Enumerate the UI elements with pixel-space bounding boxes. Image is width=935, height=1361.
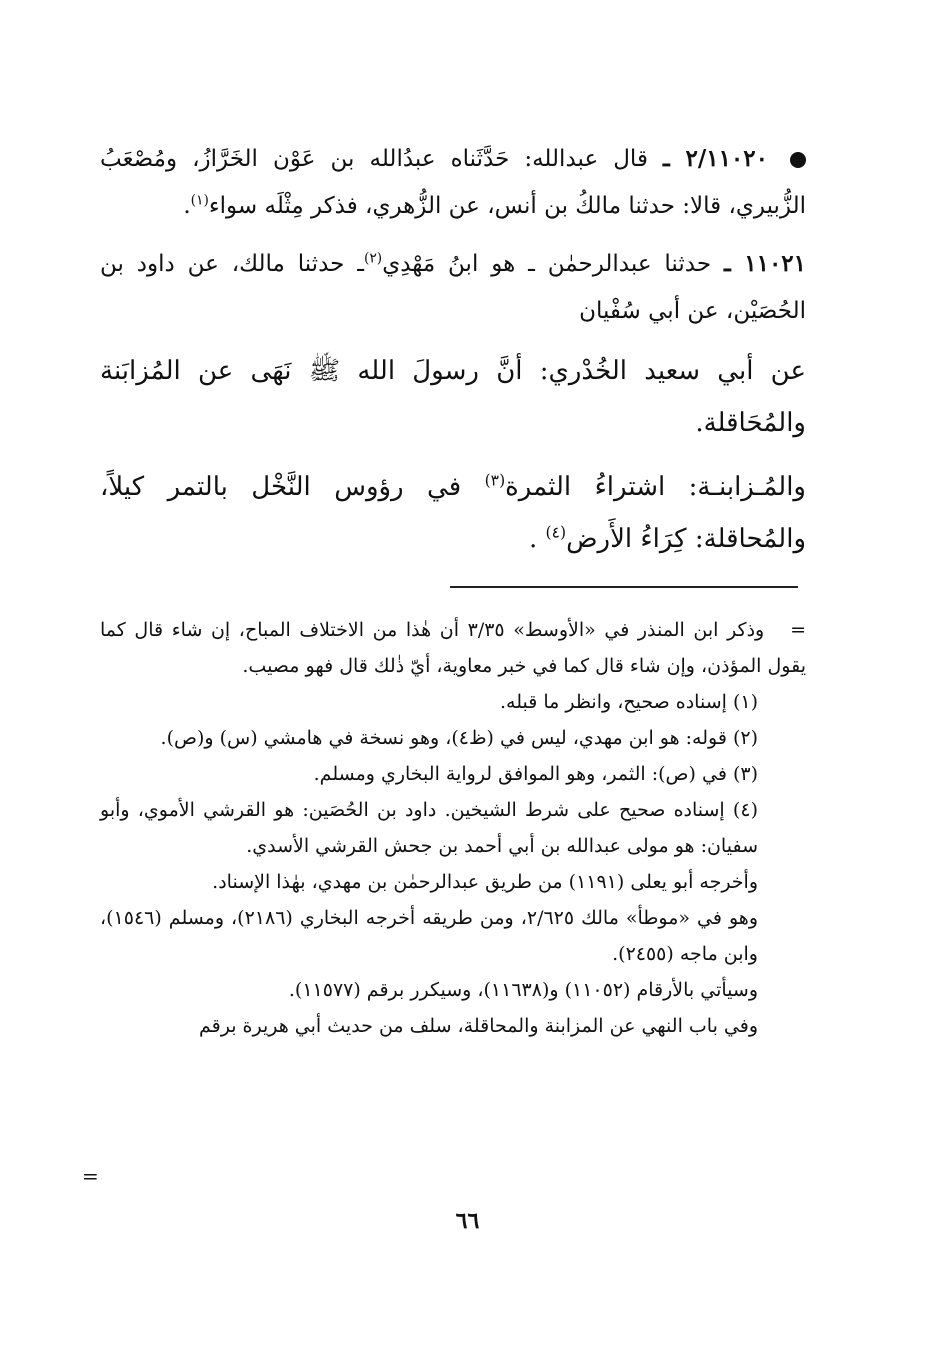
explanation-a: والمُـزابنـة: اشتراءُ الثمرة	[505, 472, 806, 502]
hadith-text: قال عبدالله: حَدَّثَناه عبدُالله بن عَوْن الخَرَّازُ، ومُصْعَبُ الزُّبيري، قالا: حدثنا مالكُ بن أنس، عن الزُّهري، فذكر مِثْلَه سواء	[100, 146, 806, 219]
continuation-mark: =	[82, 1164, 99, 1188]
footnote-2: (٢) قوله: هو ابن مهدي، ليس في (ظ٤)، وهو نسخة في هامشي (س) و(ص).	[160, 727, 758, 749]
footnote-4-d: وسيأتي بالأرقام (١١٠٥٢) و(١١٦٣٨)، وسيكرر برقم (١١٥٧٧).	[288, 979, 758, 1001]
hadith-number: ٢/١١٠٢٠ ـ	[662, 145, 768, 172]
footnote-ref: (٢)	[363, 250, 383, 267]
hadith-chain-b: ـ حدثنا مالك، عن داود بن الحُصَيْن، عن أبي سُفْيان	[100, 251, 806, 324]
continuation-mark: =	[790, 619, 807, 641]
footnote-divider	[450, 586, 798, 588]
hadith-matn: عن أبي سعيد الخُدْري: أنَّ رسولَ الله ﷺ نَهَى عن المُزابَنة والمُحَاقلة.	[100, 356, 806, 438]
hadith-explanation	[100, 461, 806, 565]
footnote-3: (٣) في (ص): الثمر، وهو الموافق لرواية البخاري ومسلم.	[313, 763, 758, 785]
footnote-ref: (١)	[190, 192, 209, 209]
explanation-b: في رؤوس النَّخْل بالتمر كيلاً، والمُحاقلة: كِرَاءُ الأَرض	[100, 472, 806, 554]
footnote-ref: (٣)	[484, 471, 506, 490]
footnote-4: (٤) إسناده صحيح على شرط الشيخين. داود بن الحُصَين: هو القرشي الأموي، وأبو سفيان: هو مولى عبدالله بن أبي أحمد بن جحش القرشي الأسدي.	[100, 799, 758, 857]
hadith-number: ١١٠٢١ ـ	[723, 250, 807, 277]
page-number: ٦٦	[455, 1208, 480, 1234]
period: .	[183, 193, 191, 219]
hadith-11020	[100, 135, 806, 230]
footnote-4-c: وهو في «موطأ» مالك ٢/٦٢٥، ومن طريقه أخرجه البخاري (٢١٨٦)، ومسلم (١٥٤٦)، وابن ماجه (٢٤٥٥).	[100, 907, 758, 965]
footnote-4-b: وأخرجه أبو يعلى (١١٩١) من طريق عبدالرحمٰن بن مهدي، بهٰذا الإسناد.	[212, 871, 758, 893]
period: .	[528, 524, 538, 554]
footnote-1: (١) إسناده صحيح، وانظر ما قبله.	[499, 691, 758, 713]
footnotes	[100, 612, 806, 1044]
bullet-icon	[790, 152, 806, 168]
footnote-text: وذكر ابن المنذر في «الأوسط» ٣/٣٥ أن هٰذا من الاختلاف المباح، إن شاء قال كما يقول المؤذن، وإن شاء قال كما في خبر معاوية، أيّ ذٰلك قال فهو مصيب.	[100, 619, 806, 677]
hadith-11021	[100, 240, 806, 335]
hadith-chain-a: حدثنا عبدالرحمٰن ـ هو ابنُ مَهْدِي	[382, 251, 712, 277]
main-text	[100, 135, 806, 565]
footnote-continued	[100, 612, 806, 684]
footnote-ref: (٤)	[545, 523, 567, 542]
footnote-4-e: وفي باب النهي عن المزابنة والمحاقلة، سلف من حديث أبي هريرة برقم	[199, 1015, 758, 1037]
